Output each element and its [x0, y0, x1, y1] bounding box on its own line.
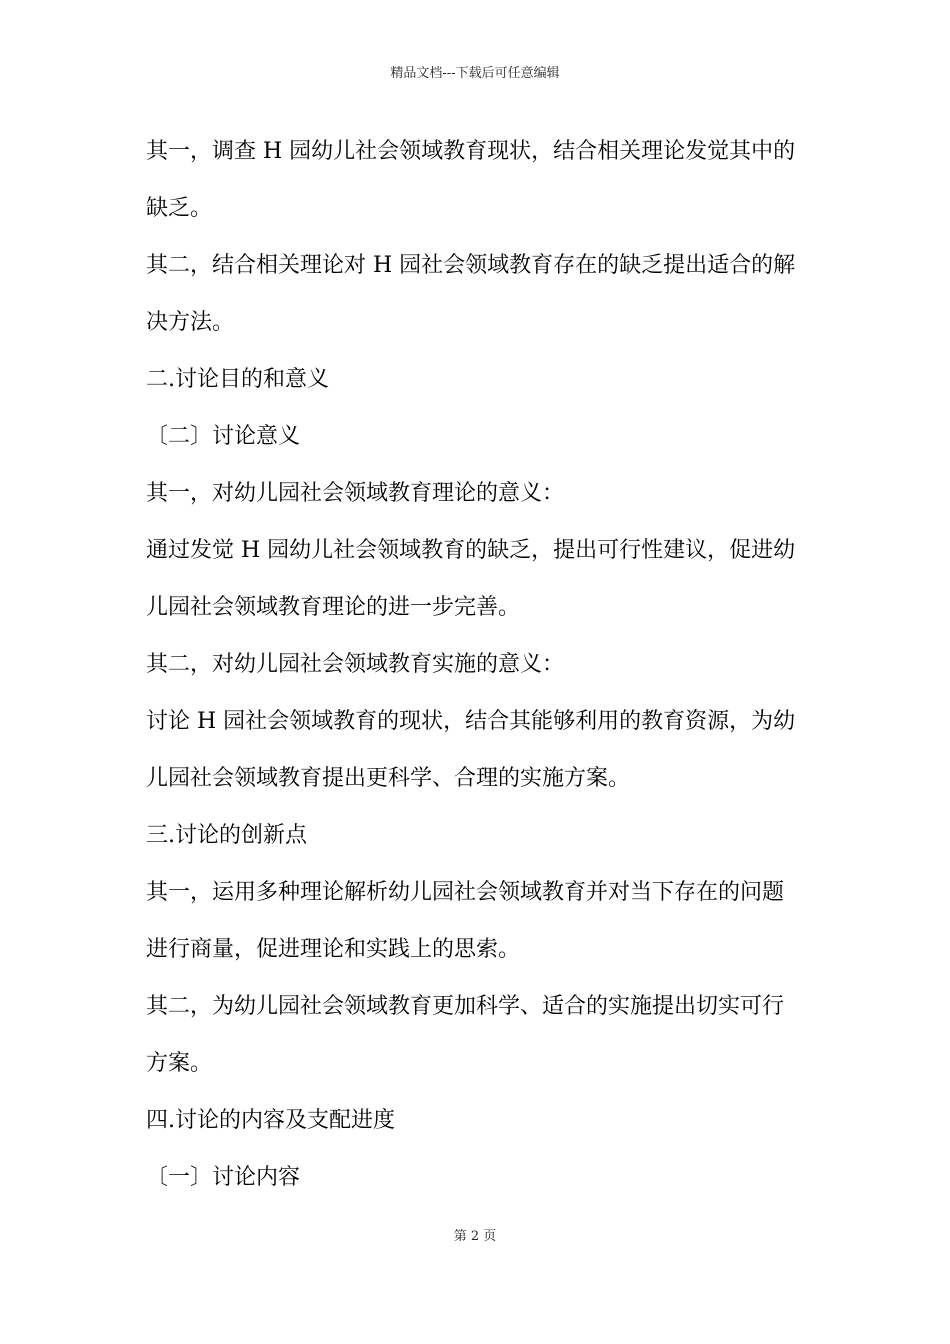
section-heading: 二.讨论目的和意义 [146, 367, 329, 392]
document-body [146, 128, 806, 1192]
body-line: 其二，对幼儿园社会领域教育实施的意义： [146, 652, 565, 677]
body-line: 缺乏。 [146, 196, 213, 221]
body-line: 决方法。 [146, 310, 235, 335]
body-line: 方案。 [146, 1051, 213, 1076]
subsection-heading: 〔二〕讨论意义 [146, 424, 301, 449]
body-line: 其一，对幼儿园社会领域教育理论的意义： [146, 481, 565, 506]
body-line: 通过发觉 H 园幼儿社会领域教育的缺乏，提出可行性建议，促进幼 [146, 538, 796, 563]
page-number: 第 2 页 [453, 1229, 497, 1244]
body-line: 其二，为幼儿园社会领域教育更加科学、适合的实施提出切实可行 [146, 994, 785, 1019]
body-line: 儿园社会领域教育提出更科学、合理的实施方案。 [146, 766, 631, 791]
section-heading: 四.讨论的内容及支配进度 [146, 1108, 395, 1133]
page-header: 精品文档---下载后可任意编辑 [390, 66, 560, 81]
body-line: 儿园社会领域教育理论的进一步完善。 [146, 595, 521, 620]
section-heading: 三.讨论的创新点 [146, 823, 307, 848]
body-line: 其一，调查 H 园幼儿社会领域教育现状，结合相关理论发觉其中的 [146, 139, 796, 164]
body-line: 讨论 H 园社会领域教育的现状，结合其能够利用的教育资源，为幼 [146, 709, 796, 734]
body-line: 其二，结合相关理论对 H 园社会领域教育存在的缺乏提出适合的解 [146, 253, 796, 278]
body-line: 其一，运用多种理论解析幼儿园社会领域教育并对当下存在的问题 [146, 880, 785, 905]
subsection-heading: 〔一〕讨论内容 [146, 1165, 301, 1190]
body-line: 进行商量，促进理论和实践上的思索。 [146, 937, 521, 962]
